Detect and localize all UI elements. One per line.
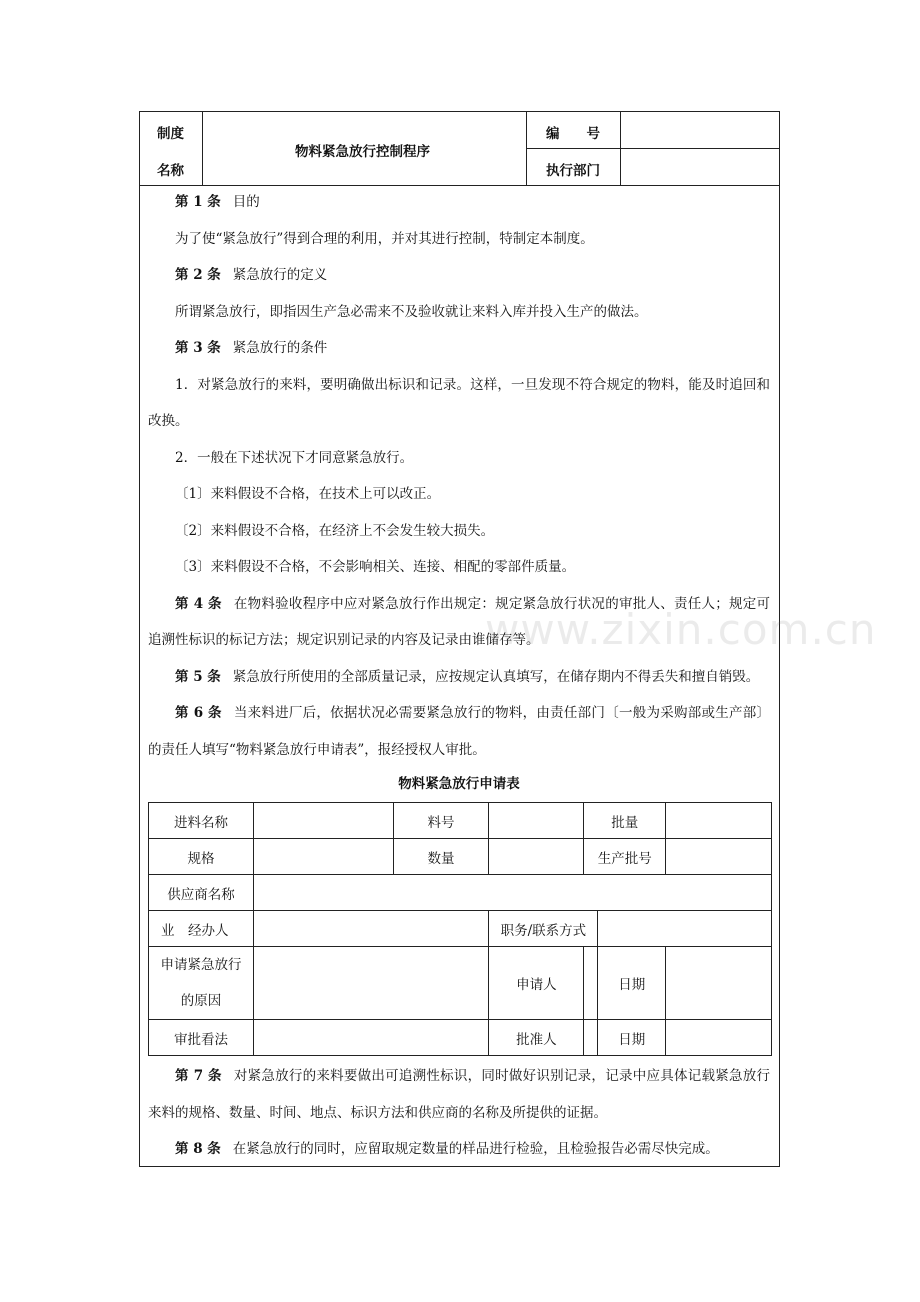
form-label: 日期 xyxy=(598,947,666,1020)
form-field[interactable] xyxy=(489,839,584,875)
form-label: 规格 xyxy=(149,839,254,875)
table-row xyxy=(149,911,772,947)
article-number: 第 2 条 xyxy=(175,267,221,283)
article-number: 第 4 条 xyxy=(175,595,222,612)
header-col-line-1 xyxy=(202,111,203,185)
article-title: 目的 xyxy=(232,194,260,210)
header-col-line-2 xyxy=(526,111,527,185)
form-label: 日期 xyxy=(598,1020,666,1056)
article-text: 在物料验收程序中应对紧急放行作出规定：规定紧急放行状况的审批人、责任人；规定可追溯性标识的标记方法；规定识别记录的内容及记录由谁储存等。 xyxy=(148,595,770,648)
article-5 xyxy=(148,659,770,696)
form-field[interactable] xyxy=(253,1020,489,1056)
article-number: 第 1 条 xyxy=(175,194,221,210)
number-label: 编 号 xyxy=(546,126,600,142)
article-number: 第 3 条 xyxy=(175,340,221,356)
form-caption: 物料紧急放行申请表 xyxy=(398,776,520,792)
article-3-sub-1: 〔1〕来料假设不合格，在技术上可以改正。 xyxy=(175,486,441,502)
reason-label-line1: 申请紧急放行 xyxy=(160,957,242,973)
form-label: 批量 xyxy=(584,803,666,839)
form-label: 料号 xyxy=(393,803,489,839)
form-label: 业 经办人 xyxy=(149,911,254,947)
article-3-item-2: 2．一般在下述状况下才同意紧急放行。 xyxy=(175,449,414,466)
form-label: 生产批号 xyxy=(584,839,666,875)
form-field[interactable] xyxy=(253,875,771,911)
policy-label-line1: 制度 xyxy=(157,126,184,142)
form-label: 职务/联系方式 xyxy=(489,911,598,947)
form-field[interactable] xyxy=(584,1020,598,1056)
article-3-sub-3: 〔3〕来料假设不合格，不会影响相关、连接、相配的零部件质量。 xyxy=(175,559,576,575)
article-3-sub-2: 〔2〕来料假设不合格，在经济上不会发生较大损失。 xyxy=(175,522,495,539)
form-field[interactable] xyxy=(253,911,489,947)
table-row xyxy=(149,947,772,1020)
form-field[interactable] xyxy=(666,803,772,839)
form-label: 审批看法 xyxy=(149,1020,254,1056)
form-field[interactable] xyxy=(666,839,772,875)
form-label xyxy=(149,947,254,1020)
article-text: 对紧急放行的来料要做出可追溯性标识，同时做好识别记录，记录中应具体记载紧急放行来料的规格、数量、时间、地点、标识方法和供应商的名称及所提供的证据。 xyxy=(148,1068,770,1121)
article-6 xyxy=(148,695,770,768)
form-label: 进料名称 xyxy=(149,803,254,839)
article-text: 在紧急放行的同时，应留取规定数量的样品进行检验，且检验报告必需尽快完成。 xyxy=(232,1141,719,1157)
article-title: 紧急放行的定义 xyxy=(232,267,328,283)
form-field[interactable] xyxy=(253,839,393,875)
form-field[interactable] xyxy=(598,911,772,947)
article-3-item-1: 1．对紧急放行的来料，要明确做出标识和记录。这样，一旦发现不符合规定的物料，能及时追回和改换。 xyxy=(148,376,770,429)
document-body xyxy=(148,184,770,1168)
release-application-form xyxy=(148,802,772,1056)
article-title: 紧急放行的条件 xyxy=(232,340,328,356)
article-text: 紧急放行所使用的全部质量记录，应按规定认真填写，在储存期内不得丢失和擅自销毁。 xyxy=(232,668,760,685)
article-number: 第 6 条 xyxy=(175,705,222,721)
article-number: 第 7 条 xyxy=(175,1068,222,1084)
article-number: 第 8 条 xyxy=(175,1141,221,1157)
form-field[interactable] xyxy=(253,803,393,839)
form-field[interactable] xyxy=(666,1020,772,1056)
form-label: 申请人 xyxy=(489,947,584,1020)
article-1-text: 为了使“紧急放行”得到合理的利用，并对其进行控制，特制定本制度。 xyxy=(175,230,594,247)
form-field[interactable] xyxy=(253,947,489,1020)
table-row xyxy=(149,839,772,875)
form-field[interactable] xyxy=(666,947,772,1020)
article-2-text: 所谓紧急放行，即指因生产急必需来不及验收就让来料入库并投入生产的做法。 xyxy=(175,303,648,320)
watermark: www.zixin.com.cn xyxy=(485,605,877,654)
form-field[interactable] xyxy=(584,947,598,1020)
header-col-line-3 xyxy=(620,111,621,185)
form-label: 数量 xyxy=(393,839,489,875)
dept-label: 执行部门 xyxy=(546,163,600,179)
article-number: 第 5 条 xyxy=(175,668,221,685)
article-7 xyxy=(148,1058,770,1131)
header-mid-line xyxy=(526,148,780,149)
policy-title: 物料紧急放行控制程序 xyxy=(295,144,430,160)
form-label: 供应商名称 xyxy=(149,875,254,911)
article-text: 当来料进厂后，依据状况必需要紧急放行的物料，由责任部门〔一般为采购部或生产部〕的责任人填写“物料紧急放行申请表”，报经授权人审批。 xyxy=(148,705,770,758)
table-row xyxy=(149,1020,772,1056)
article-2-heading xyxy=(148,257,770,294)
reason-label-line2: 的原因 xyxy=(180,993,222,1009)
article-8 xyxy=(148,1131,770,1168)
form-field[interactable] xyxy=(489,803,584,839)
table-row xyxy=(149,803,772,839)
article-3-heading xyxy=(148,330,770,367)
form-label: 批准人 xyxy=(489,1020,584,1056)
table-row xyxy=(149,875,772,911)
article-1-heading xyxy=(148,184,770,221)
policy-label-line2: 名称 xyxy=(157,163,184,179)
